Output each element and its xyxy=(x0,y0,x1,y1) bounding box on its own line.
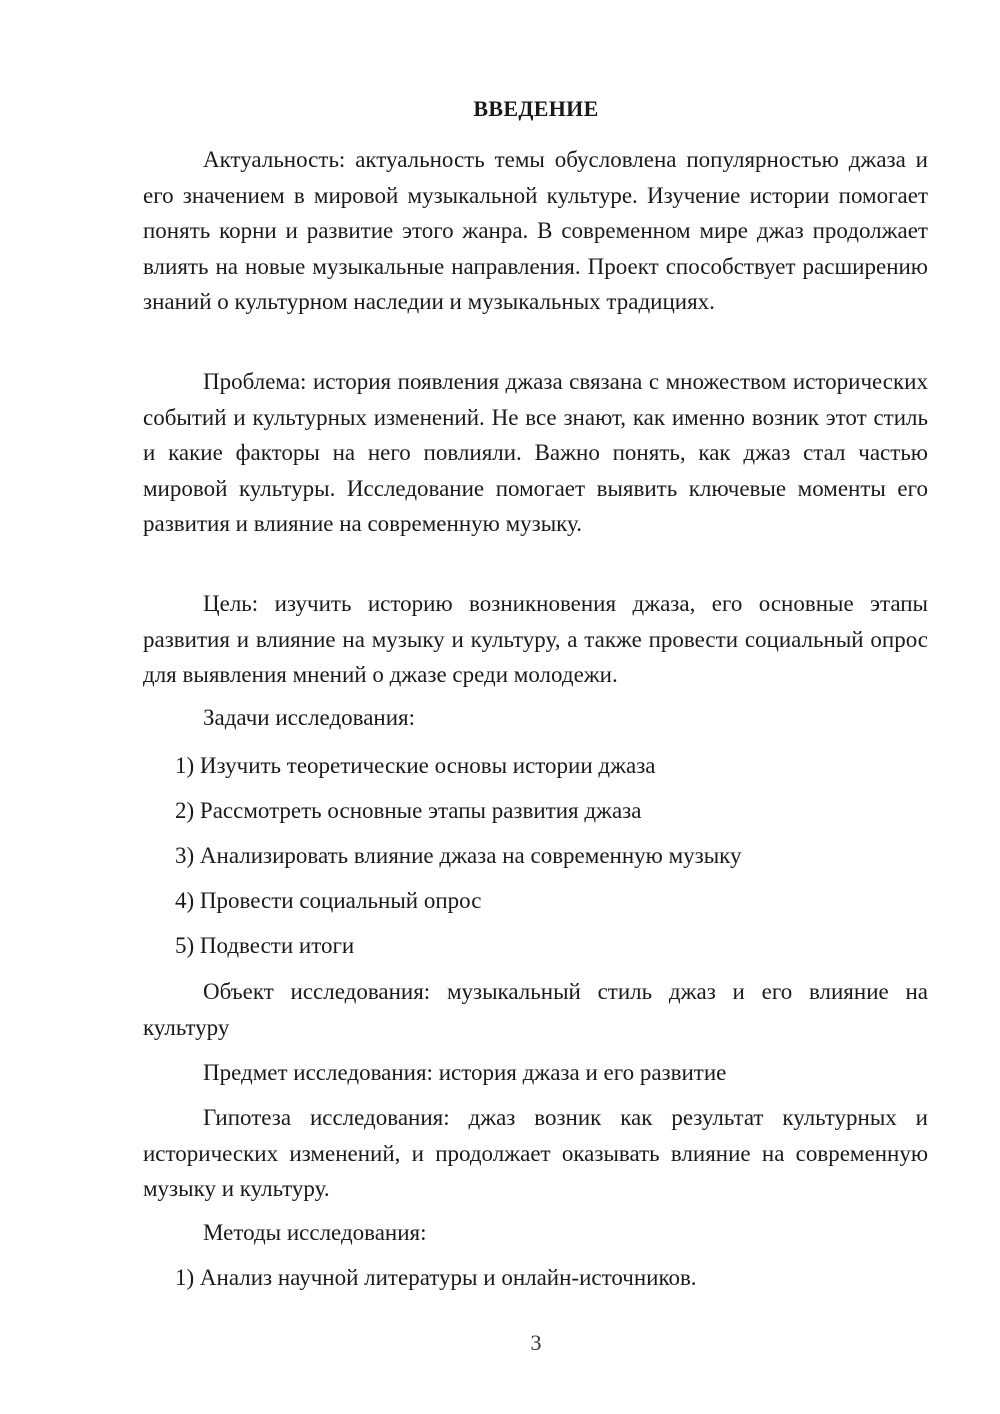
paragraph-subject: Предмет исследования: история джаза и его развитие xyxy=(203,1060,727,1085)
paragraph-goal: Цель: изучить историю возникновения джаза, его основные этапы развития и влияние на музыку и культуру, а также провести социальный опрос для выявления мнений о джазе среди молодежи. xyxy=(143,591,928,687)
method-item-1: 1) Анализ научной литературы и онлайн-источников. xyxy=(175,1265,697,1290)
page-title: ВВЕДЕНИЕ xyxy=(473,96,599,121)
task-item-5: 5) Подвести итоги xyxy=(175,933,355,958)
paragraph-object: Объект исследования: музыкальный стиль джаз и его влияние на культуру xyxy=(143,979,928,1040)
task-item-3: 3) Анализировать влияние джаза на современную музыку xyxy=(175,843,742,868)
paragraph-problem: Проблема: история появления джаза связана с множеством исторических событий и культурных изменений. Не все знают, как именно возник этот стиль и какие факторы на него повлияли. Важно понять, как джаз стал частью мировой культуры. Исследование помогает выявить ключевые моменты его развития и влияние на современную музыку. xyxy=(143,369,928,536)
paragraph-hypothesis: Гипотеза исследования: джаз возник как результат культурных и исторических изменений, и продолжает оказывать влияние на современную музыку и культуру. xyxy=(143,1105,928,1201)
page-number: 3 xyxy=(530,1330,542,1355)
task-item-4: 4) Провести социальный опрос xyxy=(175,888,482,913)
paragraph-relevance: Актуальность: актуальность темы обусловлена популярностью джаза и его значением в мировой музыкальной культуре. Изучение истории помогает понять корни и развитие этого жанра. В современном мире джаз продолжает влиять на новые музыкальные направления. Проект способствует расширению знаний о культурном наследии и музыкальных традициях. xyxy=(143,147,928,314)
methods-heading: Методы исследования: xyxy=(203,1220,427,1245)
tasks-heading: Задачи исследования: xyxy=(203,705,416,730)
task-item-1: 1) Изучить теоретические основы истории джаза xyxy=(175,753,656,778)
task-item-2: 2) Рассмотреть основные этапы развития джаза xyxy=(175,798,642,823)
